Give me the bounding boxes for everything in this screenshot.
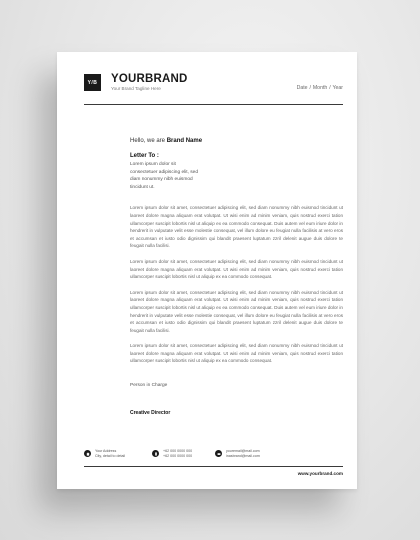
email-text [226,449,260,458]
body-paragraph: Lorem ipsum dolor sit amet, consectetuer adipiscing elit, sed diam nonummy nibh euismod tincidunt ut laoreet dolore magna aliquam erat volutpat. Ut wisi enim ad minim veniam, quis nostrud exerci tation ullamcorper suscipit lobortis nisl ut aliquip ex ea commodo consequat. [130,343,343,364]
footer-address [84,449,125,458]
letter-body [130,138,343,416]
body-paragraph: Lorem ipsum dolor sit amet, consectetuer adipiscing elit, sed diam nonummy nibh euismod tincidunt ut laoreet dolore magna aliquam erat volutpat. Ut wisi enim ad minim veniam, quis nostrud exerci tation ullamcorper suscipit lobortis nisl ut aliquip ex ea commodo consequat. Duis autem vel eum iriure dolor in hendrerit in vulputate velit esse molestie consequat, vel illum dolore eu feugiat nulla facilisis at vero eros et accumsan et iusto odio dignissim qui blandit praesent luptatum zzril delenit augue duis dolore te feugait nulla facilisi. [130,289,343,333]
footer-phone-line: +62 000 0000 000 [163,449,193,453]
footer-address-line: City, detail to detail [95,453,126,458]
address-line: consectetuer adipiscing elit, sed [130,169,198,175]
footer-phone-line: +62 000 0000 000 [163,453,193,458]
person-in-charge: Person in Charge [130,383,168,389]
phone-icon [152,450,159,457]
signatory-role: Creative Director [130,410,171,417]
greeting [130,138,343,144]
letter-to-heading: Letter To : [130,153,159,159]
date-field: Date / Month / Year [296,85,343,91]
footer-email [215,449,260,458]
body-paragraph: Lorem ipsum dolor sit amet, consectetuer adipiscing elit, sed diam nonummy nibh euismod tincidunt ut laoreet dolore magna aliquam erat volutpat. Ut wisi enim ad minim veniam, quis nostrud exerci tation ullamcorper suscipit lobortis nisl ut aliquip ex ea commodo consequat. Duis autem vel eum iriure dolor in hendrerit in vulputate velit esse molestie consequat, vel illum dolore eu feugiat nulla facilisis at vero eros et accumsan et iusto odio dignissim qui blandit praesent luptatum zzril delenit augue duis dolore te feugait nulla facilisi. [130,205,343,249]
header-divider [84,104,343,105]
greeting-brand-name: Brand Name [166,138,203,144]
footer-email-line: inasbrand@mail.com [226,453,260,458]
phone-text [163,449,192,458]
footer-divider [84,466,343,467]
body-paragraph: Lorem ipsum dolor sit amet, consectetuer adipiscing elit, sed diam nonummy nibh euismod tincidunt ut laoreet dolore magna aliquam erat volutpat. Ut wisi enim ad minim veniam, quis nostrud exerci tation ullamcorper suscipit lobortis nisl ut aliquip ex ea commodo consequat. [130,258,343,280]
footer-address-line: Your Address [95,449,117,453]
footer-email-line: youremail@mail.com [226,449,260,453]
logo-text: Y/B [87,79,98,86]
brand-logo [84,74,101,91]
address-line: diam nonummy nibh euismod [130,177,193,183]
address-line: tincidunt ut. [130,184,155,190]
letterhead-page [57,52,357,489]
greeting-prefix: Hello, we are [130,138,167,144]
brand-tagline: Your Brand Tagline Here [111,86,161,91]
address-line: Lorem ipsum dolor sit [130,162,176,167]
website-link: www.yourbrand.com [297,471,343,476]
brand-name: YOURBRAND [111,73,188,85]
home-icon [84,450,91,457]
recipient-address [130,161,343,191]
footer-phone [152,449,192,458]
address-text [95,449,125,458]
mail-icon [215,450,222,457]
